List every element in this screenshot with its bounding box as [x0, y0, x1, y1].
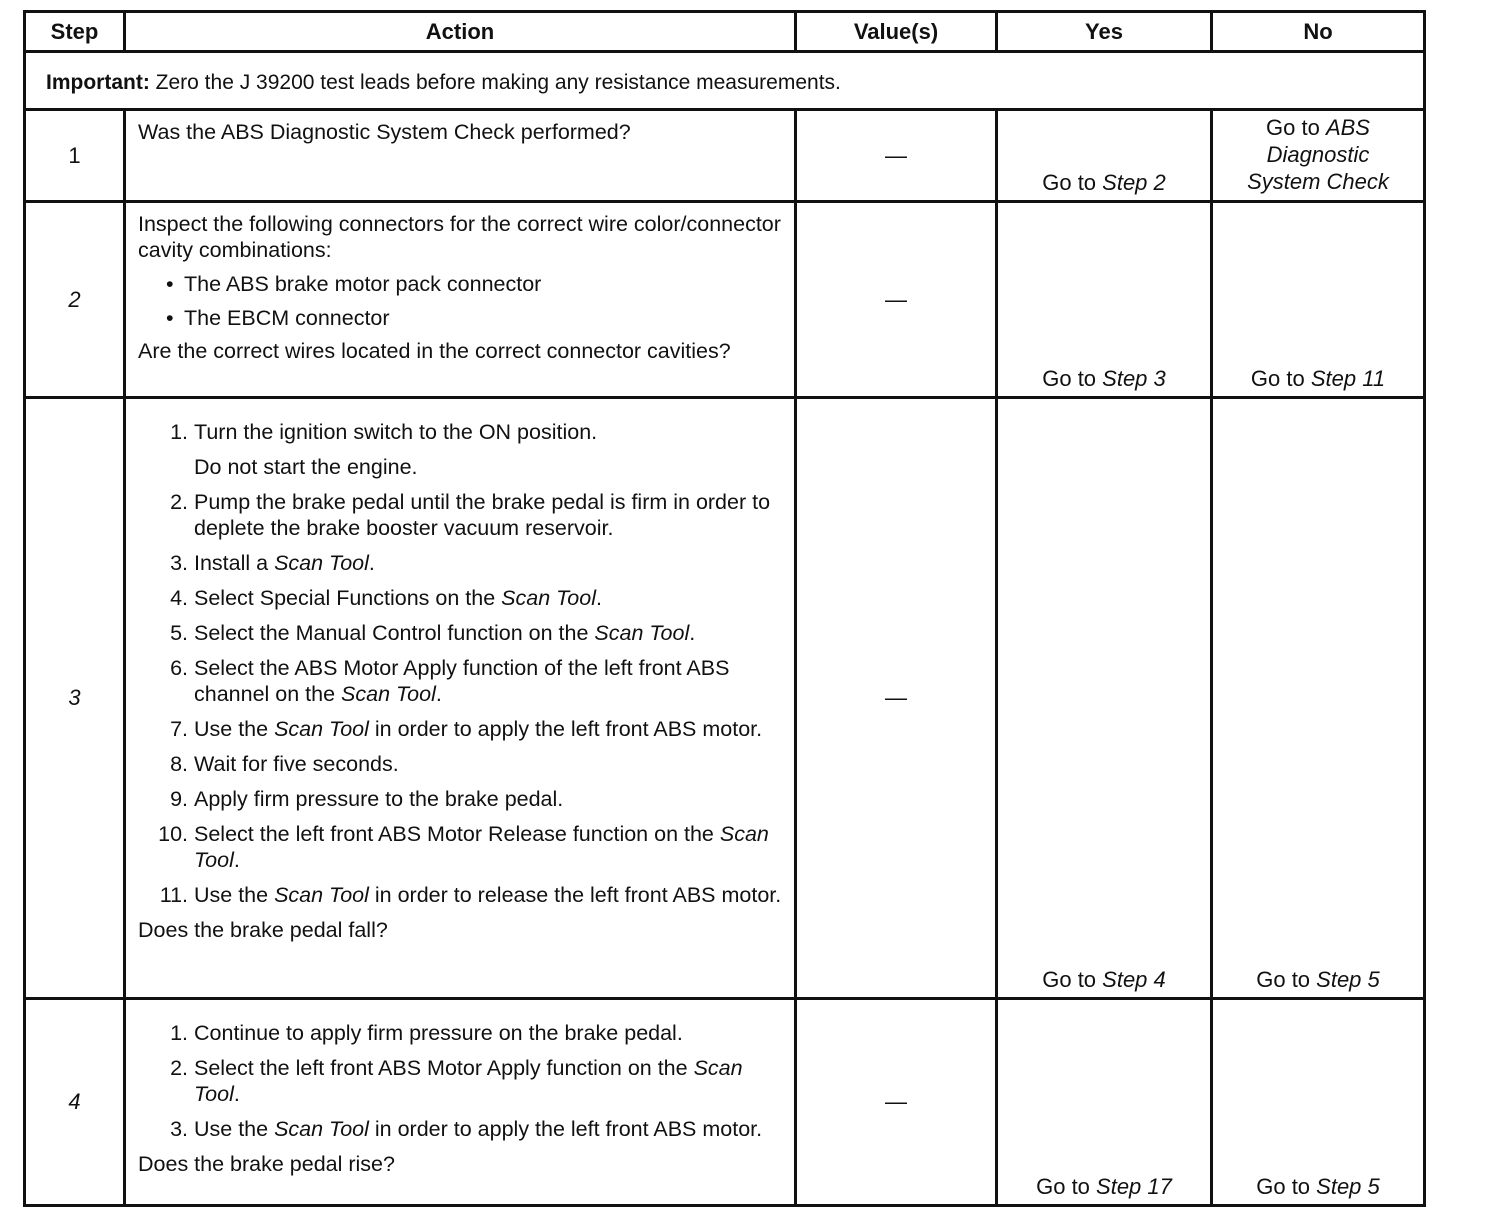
step-text: Select the left front ABS Motor Apply function on the: [194, 1056, 694, 1080]
step-text: Wait for five seconds.: [194, 752, 399, 776]
go-to-text: Go to: [1266, 115, 1326, 140]
list-item: 8. Wait for five seconds.: [138, 751, 784, 777]
list-item: 9. Apply firm pressure to the brake pedal.: [138, 786, 784, 812]
table-row: [25, 110, 1425, 202]
step-link[interactable]: Step 5: [1316, 1174, 1380, 1199]
header-yes: Yes: [997, 12, 1212, 52]
no-cell: [1212, 999, 1425, 1206]
step-text: Select the ABS Motor Apply function of the left front ABS channel on the: [194, 656, 730, 706]
value-cell: —: [796, 110, 997, 202]
step-text: Select the Manual Control function on the: [194, 621, 595, 645]
step-text-end: .: [689, 621, 696, 645]
action-question: Does the brake pedal rise?: [138, 1152, 395, 1176]
step-link[interactable]: Step 2: [1102, 170, 1166, 195]
value-cell: —: [796, 999, 997, 1206]
action-question: Does the brake pedal fall?: [138, 918, 388, 942]
scan-tool-term: Scan Tool: [194, 1056, 743, 1106]
abs-check-link-line2[interactable]: Diagnostic: [1266, 142, 1370, 167]
go-to-text: Go to: [1256, 1174, 1317, 1199]
action-question: Are the correct wires located in the correct connector cavities?: [138, 339, 731, 363]
header-row: [25, 12, 1425, 52]
step-text-end: in order to apply the left front ABS motor.: [368, 1117, 763, 1141]
step-text: Use the: [194, 883, 275, 907]
scan-tool-term: Scan Tool: [501, 586, 596, 610]
go-to-text: Go to: [1036, 1174, 1097, 1199]
go-to-text: Go to: [1250, 366, 1311, 391]
table-row: [25, 202, 1425, 398]
list-item: 2. Select the left front ABS Motor Apply function on the Scan Tool.: [170, 1056, 743, 1106]
action-cell: [125, 398, 796, 999]
action-intro: Inspect the following connectors for the correct wire color/connector cavity combinations:: [138, 212, 781, 262]
list-item: 3. Use the Scan Tool in order to apply the left front ABS motor.: [170, 1117, 763, 1141]
list-item: 7. Use the Scan Tool in order to apply the left front ABS motor.: [170, 717, 763, 741]
step-text-end: .: [233, 1082, 240, 1106]
scan-tool-term: Scan Tool: [274, 551, 369, 575]
step-text: Turn the ignition switch to the ON position.: [194, 420, 598, 444]
step-text-end: .: [368, 551, 375, 575]
step-text: Pump the brake pedal until the brake pedal is firm in order to deplete the brake booster vacuum reservoir.: [194, 490, 771, 540]
list-item: 1. Continue to apply firm pressure on the brake pedal.: [138, 1020, 784, 1046]
table-row: [25, 398, 1425, 999]
step-link[interactable]: Step 3: [1102, 366, 1166, 391]
header-action: Action: [125, 12, 796, 52]
scan-tool-term: Scan Tool: [274, 883, 369, 907]
step-text-end: .: [596, 586, 602, 610]
step-link[interactable]: Step 17: [1096, 1174, 1172, 1199]
step-text: Select the left front ABS Motor Release function on the: [194, 822, 720, 846]
step-text-end: in order to apply the left front ABS motor.: [368, 717, 763, 741]
step-text: Select Special Functions on the: [194, 586, 502, 610]
step-number: 4: [25, 999, 125, 1206]
step-text: Apply firm pressure to the brake pedal.: [194, 787, 564, 811]
value-cell: —: [796, 398, 997, 999]
header-values: Value(s): [796, 12, 997, 52]
header-no: No: [1212, 12, 1425, 52]
important-note: [25, 52, 1425, 110]
step-link[interactable]: Step 4: [1102, 967, 1166, 992]
header-step: Step: [25, 12, 125, 52]
list-item: 6. Select the ABS Motor Apply function of the left front ABS channel on the Scan Tool.: [170, 656, 730, 706]
step-text: Use the: [194, 1117, 275, 1141]
step-number: 1: [25, 110, 125, 202]
value-cell: —: [796, 202, 997, 398]
abs-check-link[interactable]: ABS: [1325, 115, 1370, 140]
connector-list: [138, 271, 784, 331]
step-number: 2: [25, 202, 125, 398]
step-link[interactable]: Step 5: [1316, 967, 1380, 992]
scan-tool-term: Scan Tool: [194, 822, 769, 872]
go-to-text: Go to: [1042, 967, 1103, 992]
scan-tool-term: Scan Tool: [274, 717, 369, 741]
go-to-text: Go to: [1256, 967, 1317, 992]
go-to-text: Go to: [1042, 170, 1103, 195]
action-cell: [125, 202, 796, 398]
step-text-end: .: [435, 682, 442, 706]
yes-cell: [997, 202, 1212, 398]
table-row: [25, 999, 1425, 1206]
list-item: 3. Install a Scan Tool.: [170, 551, 375, 575]
yes-cell: [997, 110, 1212, 202]
step-subtext: Do not start the engine.: [194, 455, 418, 479]
action-cell: [125, 110, 796, 202]
important-row: [25, 52, 1425, 110]
yes-cell: [997, 999, 1212, 1206]
step-text-end: .: [233, 848, 240, 872]
step-link[interactable]: Step 11: [1310, 366, 1386, 391]
list-item: • The EBCM connector: [162, 305, 784, 331]
step-text: Install a: [194, 551, 275, 575]
list-item: 4. Select Special Functions on the Scan Tool.: [170, 586, 602, 610]
no-cell: [1212, 110, 1425, 202]
list-item: 11. Use the Scan Tool in order to release the left front ABS motor.: [159, 883, 782, 907]
no-cell: [1212, 202, 1425, 398]
list-item: 2. Pump the brake pedal until the brake pedal is firm in order to deplete the brake booster vacuum reservoir.: [138, 489, 784, 541]
important-text: Zero the J 39200 test leads before making any resistance measurements.: [149, 71, 841, 94]
step-text: Use the: [194, 717, 275, 741]
go-to-text: Go to: [1042, 366, 1103, 391]
scan-tool-term: Scan Tool: [341, 682, 436, 706]
list-item: 10. Select the left front ABS Motor Release function on the Scan Tool.: [158, 822, 769, 872]
action-cell: [125, 999, 796, 1206]
list-item: • The ABS brake motor pack connector: [162, 271, 784, 297]
yes-cell: [997, 398, 1212, 999]
list-item: 5. Select the Manual Control function on the Scan Tool.: [170, 621, 696, 645]
important-label: Important:: [46, 71, 150, 94]
no-cell: [1212, 398, 1425, 999]
step-text: Continue to apply firm pressure on the brake pedal.: [194, 1021, 683, 1045]
step-number: 3: [25, 398, 125, 999]
scan-tool-term: Scan Tool: [274, 1117, 369, 1141]
action-text: Was the ABS Diagnostic System Check performed?: [138, 120, 631, 144]
diagnostic-table: [23, 10, 1426, 1207]
step-text-end: in order to release the left front ABS motor.: [368, 883, 782, 907]
procedure-list: [138, 419, 784, 908]
scan-tool-term: Scan Tool: [594, 621, 690, 645]
list-item: 1. Turn the ignition switch to the ON position. Do not start the engine.: [138, 419, 784, 480]
procedure-list: [138, 1020, 784, 1142]
abs-check-link-line3[interactable]: System Check: [1247, 169, 1389, 194]
